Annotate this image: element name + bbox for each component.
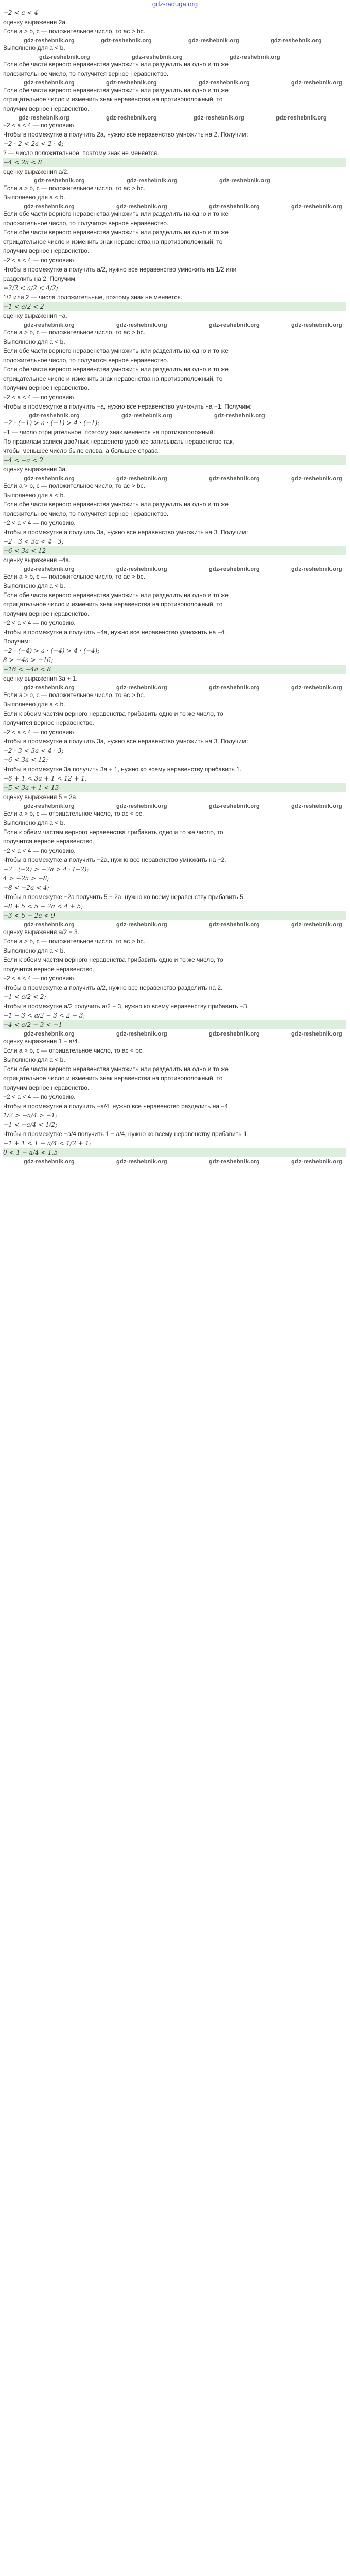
math-line: −2 · (−2) > −2a > 4 · (−2); bbox=[3, 866, 89, 873]
text-line: разделить на 2. Получим: bbox=[3, 275, 77, 282]
watermark-text: gdz-reshebnik.org bbox=[291, 685, 342, 691]
watermark-text: gdz-reshebnik.org bbox=[291, 1159, 342, 1165]
text-line: Если к обеим частям верного неравенства прибавить одно и то же число, то bbox=[3, 710, 223, 717]
watermark-text: gdz-reshebnik.org bbox=[194, 115, 244, 121]
watermark-text: gdz-reshebnik.org bbox=[24, 38, 75, 44]
text-line: Чтобы в промежутке a получить −2a, нужно все неравенство умножить на −2. bbox=[3, 856, 226, 863]
text-line: чтобы меньшее число было слева, а большее справа: bbox=[3, 447, 160, 454]
text-line: 2 — число положительное, поэтому знак не меняется. bbox=[3, 149, 159, 157]
text-line: Если обе части верного неравенства умножить или разделить на одно и то же bbox=[3, 591, 229, 599]
text-line: Чтобы в промежутке 3a получить 3a + 1, нужно ко всему неравенству прибавить 1. bbox=[3, 766, 242, 773]
text-line: отрицательное число и изменить знак неравенства на противоположный, то bbox=[3, 601, 223, 608]
watermark-text: gdz-reshebnik.org bbox=[209, 204, 260, 210]
text-line: оценку выражения −4a. bbox=[3, 556, 71, 564]
math-line: −1 < −a/4 < 1/2; bbox=[3, 1121, 58, 1128]
math-line: −2 · (−1) > a · (−1) > 4 · (−1); bbox=[3, 419, 100, 427]
answer-line: −6 < 3a < 12 bbox=[3, 546, 346, 555]
text-line: Если обе части верного неравенства умножить или разделить на одно и то же bbox=[3, 61, 229, 68]
watermark-row bbox=[3, 36, 346, 43]
text-line: оценку выражения 5 − 2a. bbox=[3, 793, 78, 801]
watermark-text: gdz-reshebnik.org bbox=[39, 54, 90, 60]
watermark-text: gdz-reshebnik.org bbox=[271, 38, 322, 44]
math-line: −2/2 < a/2 < 4/2; bbox=[3, 284, 58, 292]
watermark-row bbox=[3, 53, 346, 60]
math-line: −1 + 1 < 1 − a/4 < 1/2 + 1; bbox=[3, 1140, 92, 1147]
text-line: Если обе части верного неравенства умножить или разделить на одно и то же bbox=[3, 347, 229, 354]
watermark-row bbox=[3, 202, 346, 209]
watermark-text: gdz-reshebnik.org bbox=[116, 322, 167, 328]
text-line: Чтобы в промежутке a получить a/2, нужно все неравенство умножить на 1/2 или bbox=[3, 266, 237, 273]
text-line: Если a > b, c — положительное число, то ac > bc. bbox=[3, 184, 145, 192]
math-line: −1 < a/2 < 2; bbox=[3, 993, 46, 1001]
text-line: Если a > b, c — отрицательное число, то ac < bc. bbox=[3, 1047, 144, 1054]
watermark-text: gdz-reshebnik.org bbox=[132, 54, 183, 60]
watermark-text: gdz-reshebnik.org bbox=[116, 922, 167, 928]
watermark-row bbox=[3, 320, 346, 328]
text-line: оценку выражения 3a + 1. bbox=[3, 675, 78, 682]
text-line: Если a > b, c — положительное число, то ac > bc. bbox=[3, 329, 145, 336]
text-line: получится верное неравенство. bbox=[3, 965, 94, 973]
text-line: Если a > b, c — положительное число, то ac > bc. bbox=[3, 691, 145, 699]
watermark-text: gdz-reshebnik.org bbox=[209, 685, 260, 691]
text-line: Если обе части верного неравенства умножить или разделить на одно и то же bbox=[3, 229, 229, 236]
math-line: 8 > −4a > −16; bbox=[3, 656, 54, 664]
watermark-text: gdz-reshebnik.org bbox=[116, 803, 167, 809]
text-line: отрицательное число и изменить знак неравенства на противоположный, то bbox=[3, 96, 223, 103]
watermark-text: gdz-reshebnik.org bbox=[219, 178, 270, 184]
text-line: Чтобы в промежутке −2a получить 5 − 2a, нужно ко всему неравенству прибавить 5. bbox=[3, 893, 246, 901]
watermark-text: gdz-reshebnik.org bbox=[24, 685, 75, 691]
watermark-text: gdz-reshebnik.org bbox=[24, 1159, 75, 1165]
text-line: Если обе части верного неравенства умножить или разделить на одно и то же bbox=[3, 366, 229, 373]
math-line: 1/2 > −a/4 > −1; bbox=[3, 1112, 58, 1119]
text-line: Если a > b, c — положительное число, то ac > bc. bbox=[3, 482, 145, 489]
math-line: −2 < a < 4 bbox=[3, 9, 38, 16]
watermark-text: gdz-reshebnik.org bbox=[116, 685, 167, 691]
text-line: Если a > b, c — положительное число, то ac > bc. bbox=[3, 28, 145, 35]
watermark-text: gdz-reshebnik.org bbox=[291, 566, 342, 572]
watermark-row bbox=[3, 78, 346, 86]
watermark-row bbox=[3, 113, 346, 121]
text-line: Если a > b, c — отрицательное число, то ac < bc. bbox=[3, 810, 144, 817]
watermark-text: gdz-reshebnik.org bbox=[24, 803, 75, 809]
watermark-text: gdz-reshebnik.org bbox=[209, 476, 260, 482]
watermark-text: gdz-reshebnik.org bbox=[24, 476, 75, 482]
math-line: −2 · (−4) > a · (−4) > 4 · (−4); bbox=[3, 647, 100, 654]
watermark-row bbox=[3, 683, 346, 690]
watermark-text: gdz-reshebnik.org bbox=[291, 922, 342, 928]
math-line: −2 · 3 < 3a < 4 · 3; bbox=[3, 747, 64, 754]
text-line: −2 < a < 4 — по условию. bbox=[3, 519, 76, 527]
text-line: Чтобы в промежутке a получить −4a, нужно все неравенство умножить на −4. bbox=[3, 629, 226, 636]
watermark-text: gdz-reshebnik.org bbox=[291, 1031, 342, 1037]
text-line: положительное число, то получится верное неравенство. bbox=[3, 70, 169, 77]
text-line: Чтобы в промежутке a получить a/2, нужно все неравенство разделить на 2. bbox=[3, 984, 223, 991]
text-line: −2 < a < 4 — по условию. bbox=[3, 975, 76, 982]
watermark-text: gdz-reshebnik.org bbox=[34, 178, 85, 184]
text-line: оценку выражения 2a. bbox=[3, 19, 67, 26]
site-header[interactable] bbox=[0, 0, 350, 8]
watermark-row bbox=[3, 920, 346, 927]
text-line: Чтобы в промежутке −a/4 получить 1 − a/4, нужно ко всему неравенству прибавить 1. bbox=[3, 1130, 249, 1138]
watermark-text: gdz-reshebnik.org bbox=[24, 80, 75, 86]
watermark-row bbox=[3, 802, 346, 809]
math-line: −8 < −2a < 4; bbox=[3, 884, 49, 891]
text-line: Выполнено для a < b. bbox=[3, 819, 65, 826]
text-line: Чтобы в промежутке a получить 2a, нужно все неравенство умножить на 2. Получим: bbox=[3, 131, 248, 138]
watermark-text: gdz-reshebnik.org bbox=[116, 1159, 167, 1165]
watermark-text: gdz-reshebnik.org bbox=[291, 476, 342, 482]
text-line: получим верное неравенство. bbox=[3, 105, 90, 112]
watermark-text: gdz-reshebnik.org bbox=[127, 178, 178, 184]
text-line: положительное число, то получится верное неравенство. bbox=[3, 219, 169, 227]
watermark-text: gdz-reshebnik.org bbox=[106, 115, 157, 121]
text-line: оценку выражения 3a. bbox=[3, 466, 67, 473]
text-line: Если к обеим частям верного неравенства прибавить одно и то же число, то bbox=[3, 828, 223, 836]
text-line: оценку выражения a/2. bbox=[3, 168, 69, 175]
watermark-text: gdz-reshebnik.org bbox=[106, 80, 157, 86]
text-line: положительное число, то получится верное неравенство. bbox=[3, 510, 169, 517]
watermark-row bbox=[3, 565, 346, 572]
text-line: получим верное неравенство. bbox=[3, 247, 90, 255]
text-line: Если a > b, c — положительное число, то ac > bc. bbox=[3, 938, 145, 945]
text-line: Выполнено для a < b. bbox=[3, 338, 65, 345]
watermark-text: gdz-reshebnik.org bbox=[209, 322, 260, 328]
text-line: −2 < a < 4 — по условию. bbox=[3, 394, 76, 401]
watermark-text: gdz-reshebnik.org bbox=[24, 204, 75, 210]
text-line: −2 < a < 4 — по условию. bbox=[3, 619, 76, 626]
text-line: Чтобы в промежутке a получить −a/4, нужно все неравенство разделить на −4. bbox=[3, 1103, 230, 1110]
text-line: Чтобы в промежутке a/2 получить a/2 − 3, нужно ко всему неравенству прибавить −3. bbox=[3, 1003, 249, 1010]
text-line: Чтобы в промежутке a получить −a, нужно все неравенство умножить на −1. Получим: bbox=[3, 403, 252, 410]
watermark-text: gdz-reshebnik.org bbox=[24, 566, 75, 572]
watermark-text: gdz-reshebnik.org bbox=[230, 54, 281, 60]
answer-line: −3 < 5 − 2a < 9 bbox=[3, 911, 346, 920]
text-line: оценку выражения 1 − a/4. bbox=[3, 1038, 80, 1045]
text-line: Если обе части верного неравенства умножить или разделить на одно и то же bbox=[3, 87, 229, 94]
watermark-text: gdz-reshebnik.org bbox=[116, 566, 167, 572]
text-line: Выполнено для a < b. bbox=[3, 701, 65, 708]
text-line: получится верное неравенство. bbox=[3, 719, 94, 726]
text-line: получим верное неравенство. bbox=[3, 384, 90, 392]
text-line: −2 < a < 4 — по условию. bbox=[3, 728, 76, 736]
math-line: −6 < 3a < 12; bbox=[3, 756, 48, 764]
text-line: Если обе части верного неравенства умножить или разделить на одно и то же bbox=[3, 210, 229, 217]
answer-line: −5 < 3a + 1 < 13 bbox=[3, 783, 346, 792]
text-line: получим верное неравенство. bbox=[3, 610, 90, 617]
text-line: Выполнено для a < b. bbox=[3, 194, 65, 201]
text-line: получим верное неравенство. bbox=[3, 1084, 90, 1091]
text-line: положительное число, то получится верное неравенство. bbox=[3, 357, 169, 364]
answer-line: 0 < 1 − a/4 < 1,5 bbox=[3, 1148, 346, 1157]
text-line: Выполнено для a < b. bbox=[3, 492, 65, 499]
watermark-text: gdz-reshebnik.org bbox=[116, 1031, 167, 1037]
text-line: отрицательное число и изменить знак неравенства на противоположный, то bbox=[3, 375, 223, 382]
text-line: Выполнено для a < b. bbox=[3, 582, 65, 589]
text-line: −1 — число отрицательное, поэтому знак меняется на противоположный. bbox=[3, 429, 215, 436]
answer-line: −4 < −a < 2 bbox=[3, 455, 346, 465]
watermark-row bbox=[3, 1157, 346, 1164]
answer-line: −1 < a/2 < 2 bbox=[3, 302, 346, 311]
text-line: Если обе части верного неравенства умножить или разделить на одно и то же bbox=[3, 1065, 229, 1073]
watermark-text: gdz-reshebnik.org bbox=[209, 922, 260, 928]
math-line: −8 + 5 < 5 − 2a < 4 + 5; bbox=[3, 903, 83, 910]
watermark-text: gdz-reshebnik.org bbox=[214, 413, 265, 419]
text-line: По правилам записи двойных неравенств удобнее записывать неравенство так, bbox=[3, 438, 234, 445]
text-line: получится верное неравенство. bbox=[3, 838, 94, 845]
watermark-text: gdz-reshebnik.org bbox=[209, 803, 260, 809]
watermark-row bbox=[3, 1029, 346, 1037]
watermark-text: gdz-reshebnik.org bbox=[291, 322, 342, 328]
watermark-text: gdz-reshebnik.org bbox=[209, 1031, 260, 1037]
watermark-text: gdz-reshebnik.org bbox=[101, 38, 152, 44]
watermark-row bbox=[3, 411, 346, 418]
text-line: отрицательное число и изменить знак неравенства на противоположный, то bbox=[3, 238, 223, 245]
watermark-text: gdz-reshebnik.org bbox=[209, 566, 260, 572]
watermark-text: gdz-reshebnik.org bbox=[116, 204, 167, 210]
watermark-text: gdz-reshebnik.org bbox=[291, 80, 342, 86]
watermark-text: gdz-reshebnik.org bbox=[291, 803, 342, 809]
text-line: −2 < a < 4 — по условию. bbox=[3, 847, 76, 854]
watermark-text: gdz-reshebnik.org bbox=[188, 38, 239, 44]
watermark-text: gdz-reshebnik.org bbox=[121, 413, 172, 419]
text-line: Выполнено для a < b. bbox=[3, 44, 65, 52]
text-line: 1/2 или 2 — числа положительные, поэтому знак не меняется. bbox=[3, 294, 183, 301]
text-line: −2 < a < 4 — по условию. bbox=[3, 257, 76, 264]
site-link[interactable]: gdz-raduga.org bbox=[152, 0, 198, 8]
watermark-text: gdz-reshebnik.org bbox=[24, 1031, 75, 1037]
watermark-text: gdz-reshebnik.org bbox=[276, 115, 327, 121]
math-line: −2 · 3 < 3a < 4 · 3; bbox=[3, 538, 64, 545]
text-line: Если к обеим частям верного неравенства прибавить одно и то же число, то bbox=[3, 956, 223, 963]
answer-line: −16 < −4a < 8 bbox=[3, 665, 346, 674]
answer-line: −4 < a/2 − 3 < −1 bbox=[3, 1020, 346, 1029]
answer-line: −4 < 2a < 8 bbox=[3, 158, 346, 167]
math-line: −6 + 1 < 3a + 1 < 12 + 1; bbox=[3, 775, 87, 782]
text-line: Выполнено для a < b. bbox=[3, 1056, 65, 1063]
text-line: Чтобы в промежутке a получить 3a, нужно все неравенство умножить на 3. Получим: bbox=[3, 529, 248, 536]
watermark-text: gdz-reshebnik.org bbox=[209, 1159, 260, 1165]
watermark-text: gdz-reshebnik.org bbox=[199, 80, 250, 86]
text-line: оценку выражения a/2 − 3. bbox=[3, 928, 80, 936]
text-line: −2 < a < 4 — по условию. bbox=[3, 1093, 76, 1100]
watermark-row bbox=[3, 474, 346, 481]
math-line: −2 · 2 < 2a < 2 · 4; bbox=[3, 140, 64, 147]
text-line: Если обе части верного неравенства умножить или разделить на одно и то же bbox=[3, 501, 229, 508]
watermark-row bbox=[3, 176, 346, 183]
math-line: −1 − 3 < a/2 − 3 < 2 − 3; bbox=[3, 1012, 85, 1019]
text-line: Выполнено для a < b. bbox=[3, 947, 65, 954]
watermark-text: gdz-reshebnik.org bbox=[29, 413, 80, 419]
text-line: Если a > b, c — положительное число, то ac > bc. bbox=[3, 573, 145, 580]
watermark-text: gdz-reshebnik.org bbox=[24, 922, 75, 928]
watermark-text: gdz-reshebnik.org bbox=[291, 204, 342, 210]
solution-content bbox=[0, 8, 350, 1164]
text-line: оценку выражения −a. bbox=[3, 312, 67, 319]
watermark-text: gdz-reshebnik.org bbox=[116, 476, 167, 482]
watermark-text: gdz-reshebnik.org bbox=[24, 322, 75, 328]
watermark-text: gdz-reshebnik.org bbox=[19, 115, 69, 121]
text-line: Получим: bbox=[3, 638, 30, 645]
text-line: отрицательное число и изменить знак неравенства на противоположный, то bbox=[3, 1075, 223, 1082]
text-line: −2 < a < 4 — по условию. bbox=[3, 122, 76, 129]
math-line: 4 > −2a > −8; bbox=[3, 875, 49, 882]
text-line: Чтобы в промежутке a получить 3a, нужно все неравенство умножить на 3. Получим: bbox=[3, 738, 248, 745]
